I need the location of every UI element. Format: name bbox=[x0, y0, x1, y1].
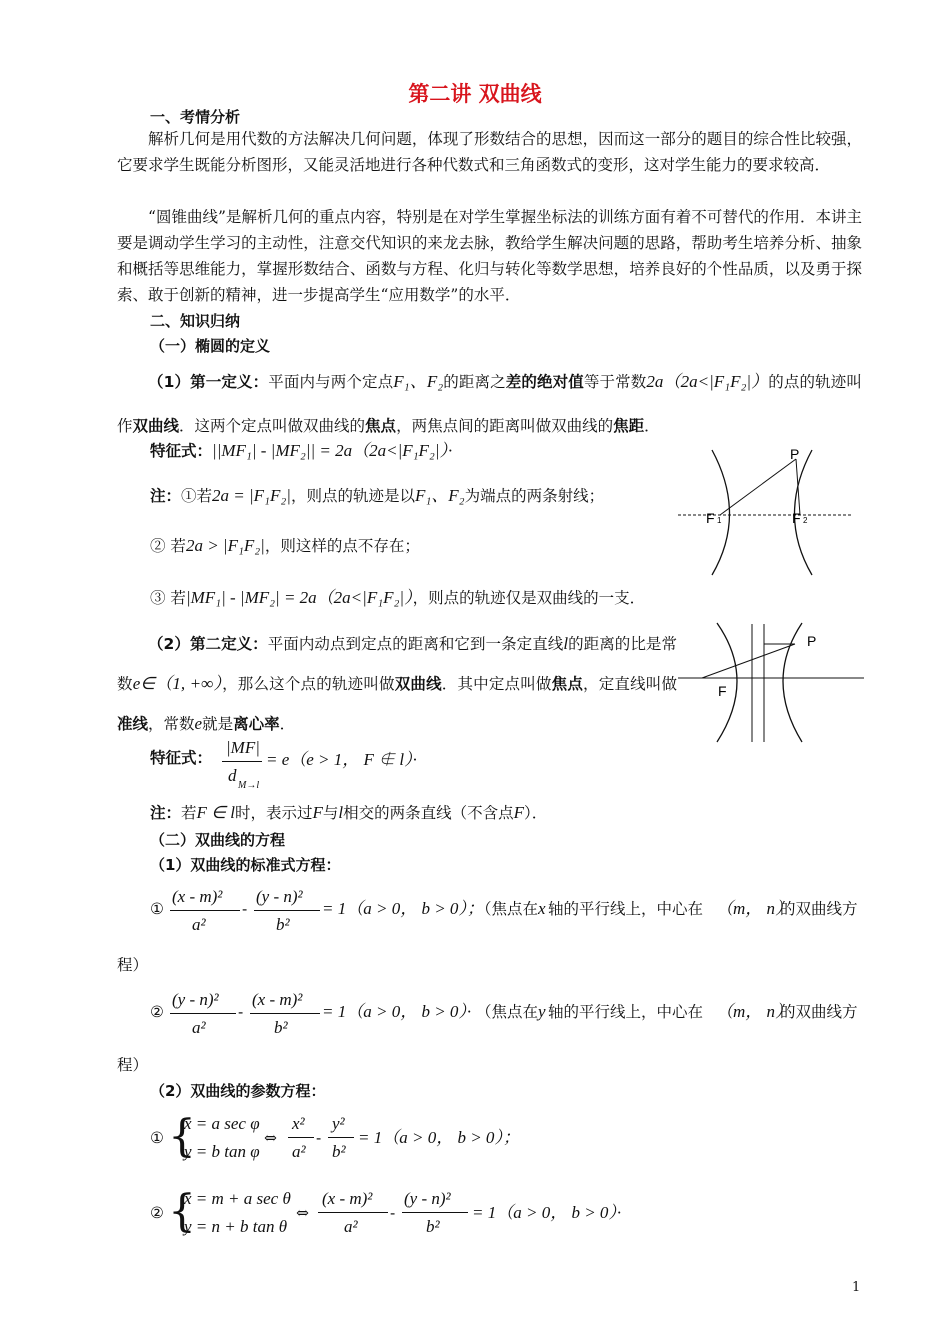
fraction-bar bbox=[170, 910, 240, 911]
note-1-case-2: ② 若2a > |F₁F₂|，则这样的点不存在； bbox=[150, 536, 420, 555]
label-f1: F bbox=[706, 510, 715, 526]
page-number: 1 bbox=[852, 1280, 861, 1295]
standard-equation-1: ① (x - m)² a² - (y - n)² b² = 1（a > 0， b > 0）； （焦点在 x 轴的平行线上，中心在 （m， n） 的双曲线方 bbox=[150, 887, 858, 934]
fraction-bar bbox=[288, 1137, 314, 1138]
note-1-case-3: ③ 若|MF₁| - |MF₂| = 2a（2a<|F₁F₂|），则点的轨迹仅是双曲线的一支． bbox=[150, 588, 646, 607]
note-1-case-1: 注：①若2a = |F₁F₂|，则点的轨迹是以F₁、F₂为端点的两条射线； bbox=[150, 486, 605, 505]
standard-equation-2: ② (y - n)² a² - (x - m)² b² = 1（a > 0， b > 0）· （焦点在 y 轴的平行线上，中心在 （m， n） 的双曲线方 bbox=[150, 990, 858, 1037]
hyperbola-figure-second-definition bbox=[672, 620, 867, 745]
feature-formula-2: 特征式： |MF| d M→l = e（e > 1， F ∉ l）· bbox=[150, 738, 417, 791]
hyperbola-figure-first-definition bbox=[672, 445, 862, 580]
fraction-bar bbox=[222, 761, 262, 762]
parametric-equation-2: ② { x = m + a sec θ y = n + b tan θ ⇔ (x - m)² a² - (y - n)² b² = 1（a > 0， b > 0）· bbox=[150, 1186, 622, 1237]
fraction-bar bbox=[318, 1212, 388, 1213]
fraction-bar bbox=[402, 1212, 468, 1213]
paragraph-analysis-1: 解析几何是用代数的方法解决几何问题，体现了形数结合的思想，因而这一部分的题目的综合性比较强，它要求学生既能分析图形，又能灵活地进行各种代数式和三角函数式的变形，这对学生能力的要求较高． bbox=[117, 130, 862, 174]
parametric-equation-1: ① { x = a sec φ y = b tan φ ⇔ x² a² - y² b² = 1（a > 0， b > 0）； bbox=[150, 1111, 520, 1162]
segment-pf1 bbox=[720, 459, 796, 515]
standard-equation-2-note-cont: 程） bbox=[117, 1056, 149, 1074]
label-f2: F bbox=[792, 510, 801, 526]
right-branch bbox=[783, 623, 802, 742]
feature-formula-1: 特征式：||MF₁| - |MF₂|| = 2a（2a<|F₁F₂|）· bbox=[150, 441, 453, 460]
note-2: 注：若F ∈ l时，表示过F与l相交的两条直线（不含点F）． bbox=[150, 803, 548, 822]
page-title: 第二讲 双曲线 bbox=[408, 82, 542, 106]
fraction-bar bbox=[170, 1013, 236, 1014]
subsection-heading-definition: （一）椭圆的定义 bbox=[150, 337, 271, 355]
label-f2-sub: 2 bbox=[803, 516, 808, 525]
label-p: P bbox=[790, 446, 800, 462]
fraction-bar bbox=[328, 1137, 354, 1138]
section-heading-knowledge: 二、知识归纳 bbox=[150, 312, 241, 330]
left-branch bbox=[712, 450, 730, 575]
label-p: P bbox=[807, 633, 817, 649]
section-heading-analysis: 一、考情分析 bbox=[150, 108, 241, 126]
fraction-bar bbox=[250, 1013, 320, 1014]
segment-pf2 bbox=[796, 459, 800, 515]
first-definition: （1）第一定义：平面内与两个定点F₁、F₂的距离之差的绝对值等于常数2a（2a<|F₁F₂|）的点的轨迹叫作双曲线．这两个定点叫做双曲线的焦点，两焦点间的距离叫做双曲线的焦距． bbox=[117, 372, 862, 435]
standard-equation-1-note-cont: 程） bbox=[117, 956, 149, 974]
label-f1-sub: 1 bbox=[717, 516, 722, 525]
standard-equation-heading: （1）双曲线的标准式方程： bbox=[150, 856, 341, 874]
label-f: F bbox=[718, 683, 727, 699]
paragraph-analysis-2: “圆锥曲线”是解析几何的重点内容，特别是在对学生掌握坐标法的训练方面有着不可替代的作用．本讲主要是调动学生学习的主动性，注意交代知识的来龙去脉，教给学生解决问题的思路，帮助考生培养分析、抽象和概括等思维能力，掌握形数结合、函数与方程、化归与转化等数学思想，培养良好的个性品质，以及勇于探索、敢于创新的精神，进一步提高学生“应用数学”的水平． bbox=[117, 208, 862, 304]
segment-pf bbox=[702, 644, 795, 678]
second-definition: （2）第二定义：平面内动点到定点的距离和它到一条定直线l的距离的比是常数e∈（1, +∞），那么这个点的轨迹叫做双曲线．其中定点叫做焦点，定直线叫做准线，常数e就是离心率． bbox=[117, 634, 677, 733]
parametric-equation-heading: （2）双曲线的参数方程： bbox=[150, 1082, 326, 1100]
fraction-bar bbox=[254, 910, 320, 911]
subsection-heading-equations: （二）双曲线的方程 bbox=[150, 831, 286, 849]
